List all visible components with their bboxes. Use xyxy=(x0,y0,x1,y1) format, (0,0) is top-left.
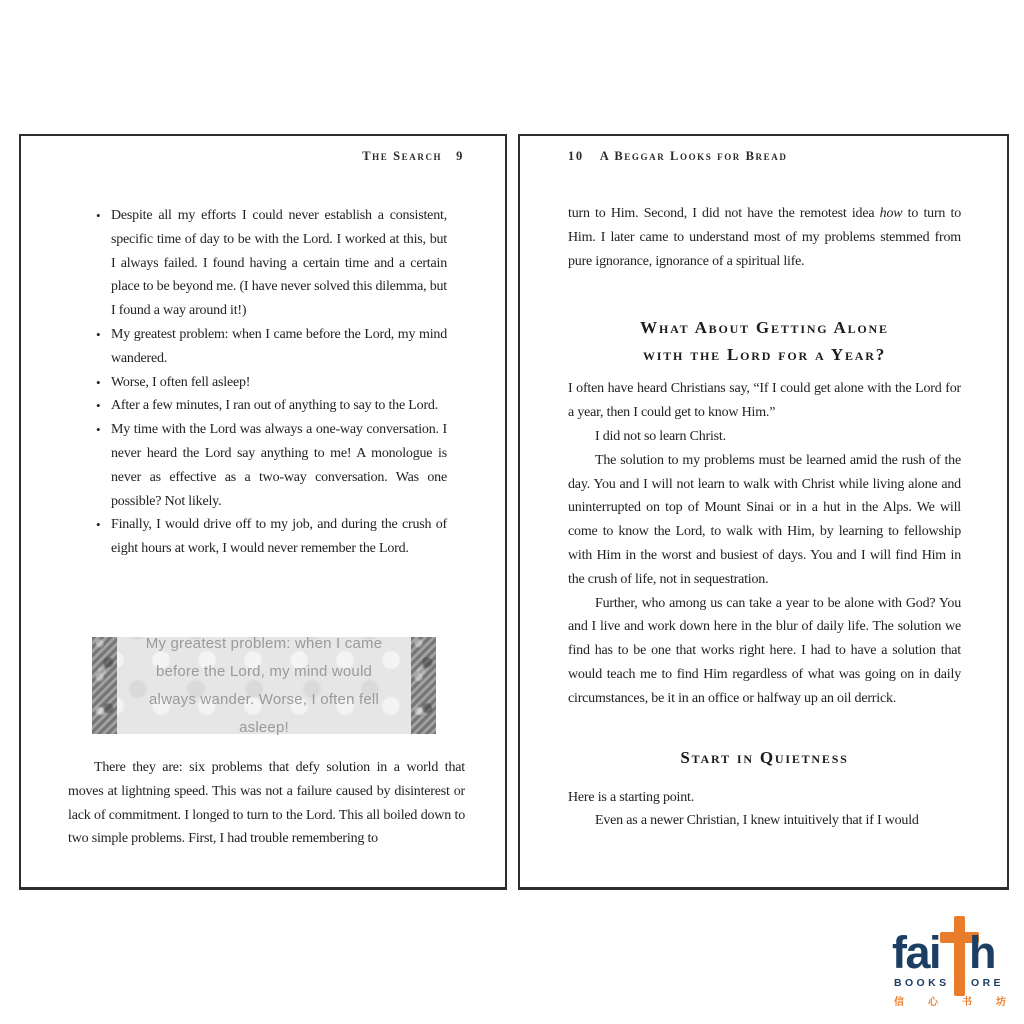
paragraph-text: turn to Him. Second, I did not have the remotest idea xyxy=(568,206,880,221)
list-item: • My greatest problem: when I came before the Lord, my mind wandered. xyxy=(111,323,447,371)
book-page-left xyxy=(19,134,507,890)
chinese-char: 信 xyxy=(894,997,904,1008)
italic-word: how xyxy=(879,206,903,221)
quote-ornament-left xyxy=(92,637,117,734)
faith-bookstore-logo xyxy=(891,916,1017,1022)
paragraph-text: to turn to Him. I later came to understand most of my problems stemmed from pure ignorance, ignorance of a spiritual life. xyxy=(568,206,961,269)
pull-quote-box xyxy=(92,634,436,736)
list-item: • After a few minutes, I ran out of anything to say to the Lord. xyxy=(111,394,447,418)
closing-paragraph: There they are: six problems that defy solution in a world that moves at lightning speed. This was not a failure caused by disinterest or lack of commitment. I longed to turn to the Lord. This all boiled down to two simple problems. First, I had trouble remembering to xyxy=(68,760,465,847)
paragraph: The solution to my problems must be learned amid the rush of the day. You and I will not learn to walk with Christ while living alone and uninterrupted on top of Mount Sinai or in a hut in the Alps. We will come to know the Lord, to walk with Him, by learning to fellowship with Him in the worst and busiest of days. You and I will find Him in the crush of life, not in sequestration. xyxy=(568,452,961,587)
logo-chinese-text xyxy=(894,993,1006,1008)
quote-ornament-right xyxy=(411,637,436,734)
chinese-char: 书 xyxy=(962,997,972,1008)
paragraph: Here is a starting point. xyxy=(568,789,695,805)
logo-bookstore-text xyxy=(891,977,1017,989)
logo-text-h: h xyxy=(969,927,995,978)
list-item: • Finally, I would drive off to my job, and during the crush of eight hours at work, I would never remember the Lord. xyxy=(111,513,447,561)
pull-quote-text: My greatest problem: when I came before the Lord, my mind would always wander. Worse, I often fell asleep! xyxy=(145,634,383,736)
paragraph: Even as a newer Christian, I knew intuitively that if I would xyxy=(595,813,919,829)
book-title: A Beggar Looks for Bread xyxy=(599,149,788,163)
list-item: • Worse, I often fell asleep! xyxy=(111,371,447,395)
text-column xyxy=(568,202,961,833)
paragraph: Further, who among us can take a year to be alone with God? You and I live and work down here in the blur of daily life. The solution we find has to be one that works right here. I had to have a solution that would teach me to find Him regardless of what was going on in daily circumstances, be it in an office or halfway up an oil derrick. xyxy=(568,595,961,706)
section-heading-start-in-quietness xyxy=(568,744,961,771)
heading-line: Start in Quietness xyxy=(680,747,849,767)
logo-ore-text: ORE xyxy=(971,977,1004,989)
chapter-title: The Search xyxy=(362,149,443,163)
running-header-left xyxy=(362,149,464,164)
problem-bullet-list xyxy=(111,204,447,561)
section-heading-getting-alone xyxy=(568,314,961,368)
heading-line: with the Lord for a Year? xyxy=(642,345,887,365)
page-number-left: 9 xyxy=(456,149,464,163)
logo-books-text: BOOKS xyxy=(894,977,950,989)
paragraph: I often have heard Christians say, “If I could get alone with the Lord for a year, then I could get to know Him.” xyxy=(568,381,961,421)
opening-paragraph xyxy=(568,202,961,273)
paragraph: I did not so learn Christ. xyxy=(595,428,726,444)
list-item: • Despite all my efforts I could never establish a consistent, specific time of day to be with the Lord. I worked at this, but I always failed. I found having a certain time and a certain place to be beyond me. (I have never solved this dilemma, but I found a way around it!) xyxy=(111,204,447,323)
logo-text-fai: fai xyxy=(892,927,941,978)
heading-line: What About Getting Alone xyxy=(640,318,889,338)
running-header-right xyxy=(568,149,787,164)
book-page-right xyxy=(518,134,1009,890)
page-number-right: 10 xyxy=(568,149,584,163)
chinese-char: 坊 xyxy=(996,997,1006,1008)
chinese-char: 心 xyxy=(928,997,938,1008)
list-item: • My time with the Lord was always a one-way conversation. I never heard the Lord say anything to me! A monologue is never as effective as a two-way conversation. Was one possible? Not likely. xyxy=(111,418,447,513)
